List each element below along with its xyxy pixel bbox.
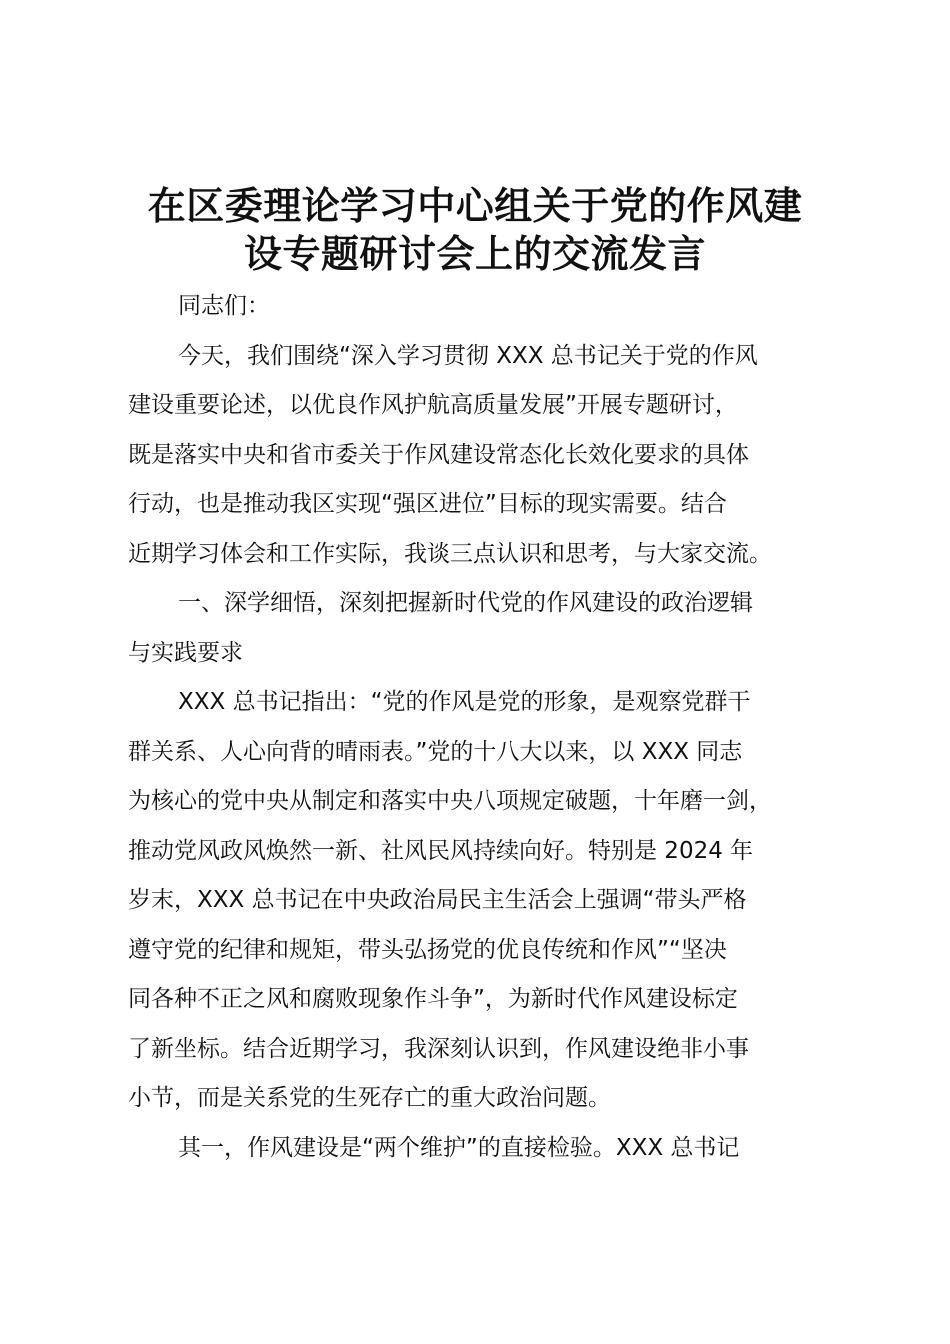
text-line: 群关系、人心向背的晴雨表。”党的十八大以来，以 XXX 同志: [128, 738, 743, 765]
text-line: 行动，也是推动我区实现“强区进位”目标的现实需要。结合: [128, 491, 727, 517]
title-line: 在区委理论学习中心组关于党的作风建: [147, 184, 803, 228]
salutation: [128, 282, 838, 332]
text-line: 其一，作风建设是“两个维护”的直接检验。XXX 总书记: [178, 1134, 740, 1161]
document-title: [100, 182, 850, 278]
text-line: 同各种不正之风和腐败现象作斗争”，为新时代作风建设标定: [128, 986, 738, 1012]
text-line: XXX 总书记指出：“党的作风是党的形象，是观察党群干: [178, 689, 751, 715]
text-line: 遵守党的纪律和规矩，带头弘扬党的优良传统和作风”“坚决: [128, 936, 727, 963]
body-paragraph: [128, 1124, 838, 1174]
title-line: 设专题研讨会上的交流发言: [243, 232, 706, 276]
text-line: 推动党风政风焕然一新、社风民风持续向好。特别是 2024 年: [128, 837, 754, 864]
text-line: 建设重要论述，以优良作风护航高质量发展”开展专题研讨，: [128, 392, 738, 418]
text-line: 了新坐标。结合近期学习，我深刻认识到，作风建设绝非小事: [128, 1035, 749, 1062]
document-body: [128, 282, 838, 1173]
text-line: 今天，我们围绕“深入学习贯彻 XXX 总书记关于党的作风: [178, 342, 758, 369]
text-line: 同志们：: [178, 293, 270, 319]
text-line: 小节，而是关系党的生死存亡的重大政治问题。: [128, 1085, 611, 1111]
text-line: 一、深学细悟，深刻把握新时代党的作风建设的政治逻辑: [178, 590, 753, 616]
section-heading: [128, 579, 838, 678]
body-paragraph: [128, 678, 838, 1124]
intro-paragraph: [128, 332, 838, 580]
text-line: 近期学习体会和工作实际，我谈三点认识和思考，与大家交流。: [128, 540, 772, 567]
text-line: 岁末，XXX 总书记在中央政治局民主生活会上强调“带头严格: [128, 887, 747, 913]
text-line: 与实践要求: [128, 639, 243, 666]
text-line: 既是落实中央和省市委关于作风建设常态化长效化要求的具体: [128, 441, 749, 468]
text-line: 为核心的党中央从制定和落实中央八项规定破题，十年磨一剑，: [128, 788, 772, 814]
